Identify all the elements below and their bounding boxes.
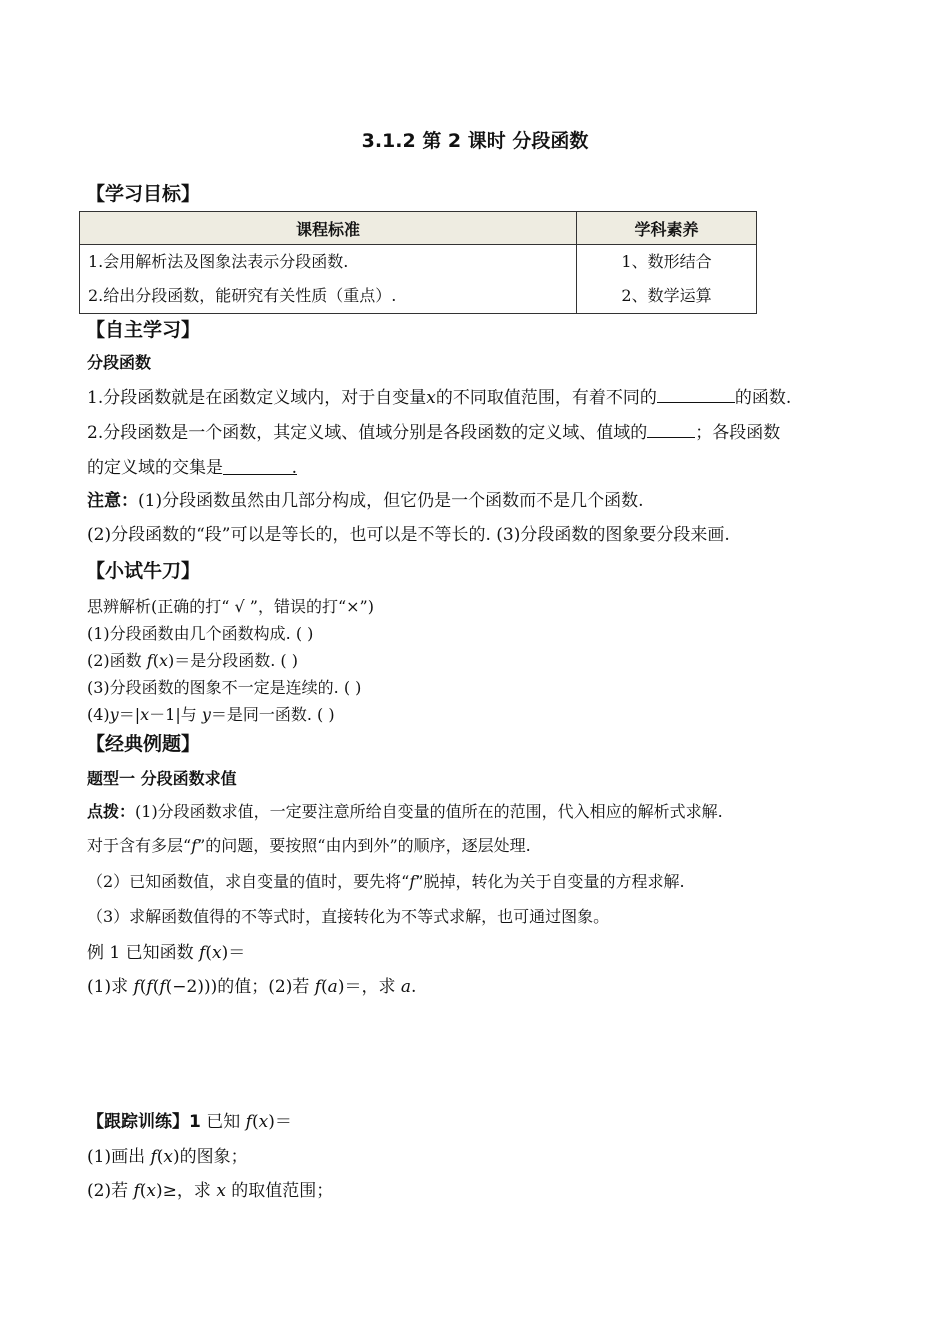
section-heading-quiz: 【小试牛刀】 bbox=[86, 560, 201, 582]
example-1-questions: (1)求 f(f(f(−2)))的值；(2)若 f(a)＝，求 a. bbox=[87, 977, 417, 997]
note-line-1: 注意：(1)分段函数虽然由几部分构成，但它仍是一个函数而不是几个函数. bbox=[87, 491, 644, 511]
page-title: 3.1.2 第 2 课时 分段函数 bbox=[361, 130, 589, 152]
note-line-2: (2)分段函数的“段”可以是等长的，也可以是不等长的. (3)分段函数的图象要分段来画. bbox=[87, 525, 730, 545]
goals-col-literacy: 学科素养 bbox=[577, 212, 757, 245]
practice-statement: 【跟踪训练】1 已知 f(x)＝ bbox=[87, 1112, 292, 1132]
self-study-p2: 2.分段函数是一个函数，其定义域、值域分别是各段函数的定义域、值域的 ；各段函数 bbox=[87, 423, 781, 443]
quiz-item-3: (3)分段函数的图象不一定是连续的. ( ) bbox=[87, 678, 362, 697]
standard-item: 2.给出分段函数，能研究有关性质（重点）. bbox=[88, 286, 397, 305]
quiz-intro: 思辨解析(正确的打“ √ ”，错误的打“×”) bbox=[87, 597, 374, 616]
quiz-item-4: (4)y＝|x－1|与 y＝是同一函数. ( ) bbox=[87, 705, 335, 724]
section-heading-goals: 【学习目标】 bbox=[86, 183, 201, 205]
self-study-p1: 1.分段函数就是在函数定义域内，对于自变量x的不同取值范围，有着不同的 的函数. bbox=[87, 388, 792, 408]
answer-blank[interactable] bbox=[657, 386, 735, 403]
tip-line-4: （3）求解函数值得的不等式时，直接转化为不等式求解，也可通过图象。 bbox=[87, 907, 610, 926]
goals-col-standard: 课程标准 bbox=[80, 212, 577, 245]
practice-question-1: (1)画出 f(x)的图象； bbox=[87, 1147, 248, 1167]
literacy-item: 1、数形结合 bbox=[621, 252, 712, 271]
practice-question-2: (2)若 f(x)≥，求 x 的取值范围； bbox=[87, 1181, 334, 1201]
answer-blank[interactable] bbox=[647, 421, 695, 438]
goals-table bbox=[79, 211, 757, 314]
tip-line-3: （2）已知函数值，求自变量的值时，要先将“f”脱掉，转化为关于自变量的方程求解. bbox=[87, 872, 685, 891]
section-heading-self-study: 【自主学习】 bbox=[86, 319, 201, 341]
tip-line-2: 对于含有多层“f”的问题，要按照“由内到外”的顺序，逐层处理. bbox=[87, 836, 531, 855]
tip-line-1: 点拨：(1)分段函数求值，一定要注意所给自变量的值所在的范围，代入相应的解析式求解. bbox=[87, 802, 723, 821]
answer-blank[interactable]: . bbox=[223, 458, 297, 475]
quiz-item-2: (2)函数 f(x)＝是分段函数. ( ) bbox=[87, 651, 298, 670]
subheading-piecewise: 分段函数 bbox=[87, 353, 152, 372]
example-1-statement: 例 1 已知函数 f(x)＝ bbox=[87, 943, 246, 963]
section-heading-examples: 【经典例题】 bbox=[86, 733, 201, 755]
quiz-item-1: (1)分段函数由几个函数构成. ( ) bbox=[87, 624, 314, 643]
standard-item: 1.会用解析法及图象法表示分段函数. bbox=[88, 252, 349, 271]
literacy-item: 2、数学运算 bbox=[621, 286, 712, 305]
self-study-p3: 的定义域的交集是 . bbox=[87, 458, 297, 478]
question-type-1: 题型一 分段函数求值 bbox=[87, 769, 237, 788]
